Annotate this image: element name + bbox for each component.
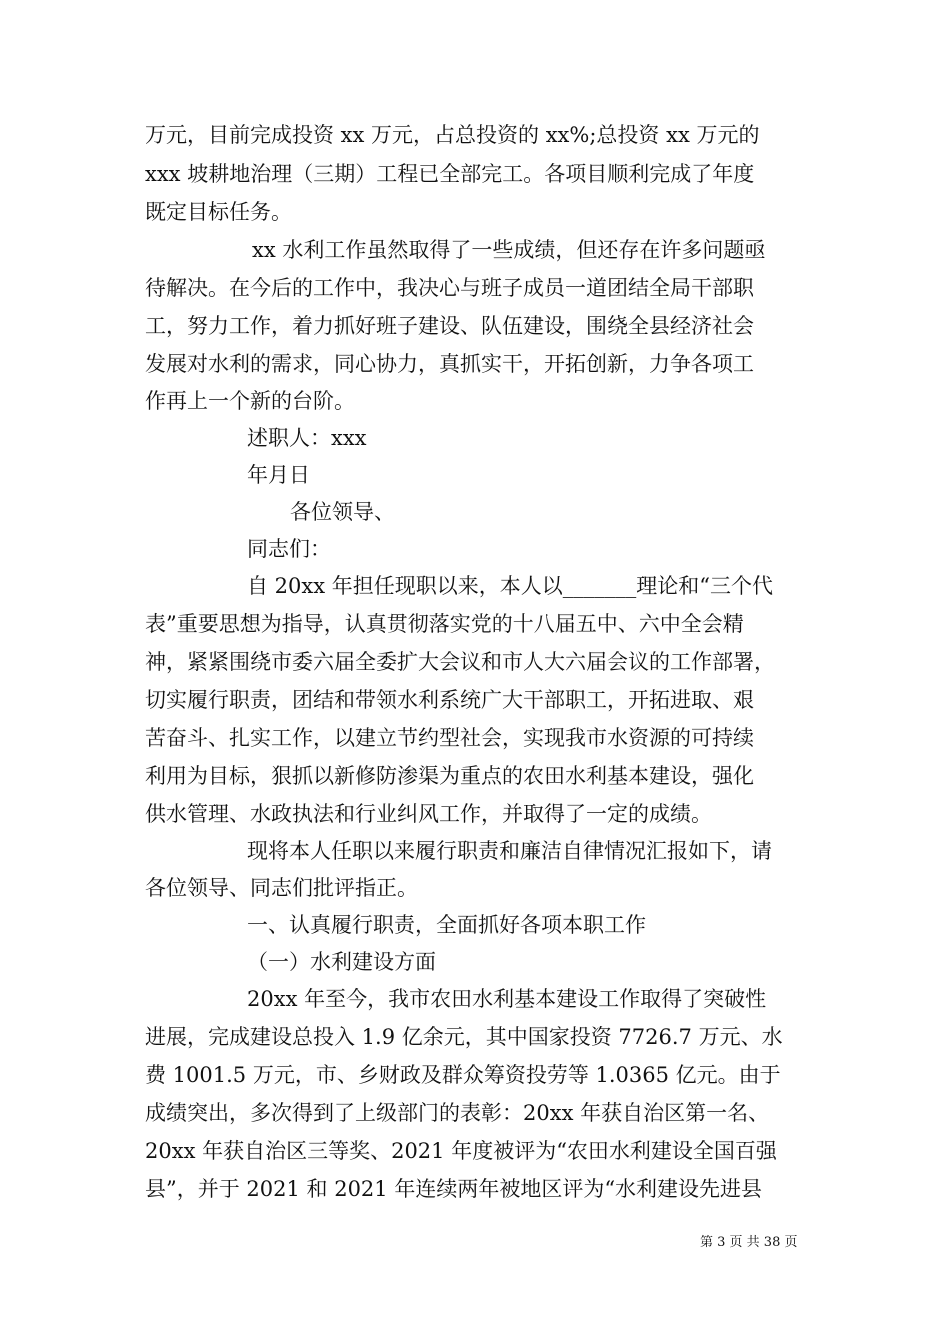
signature-line: 述职人：xxx xyxy=(247,426,367,450)
text-line: 利用为目标，狠抓以新修防渗渠为重点的农田水利基本建设，强化 xyxy=(145,764,754,788)
text-line: 苦奋斗、扎实工作，以建立节约型社会，实现我市水资源的可持续 xyxy=(145,726,754,750)
paragraph-start-line: 20xx 年至今，我市农田水利基本建设工作取得了突破性 xyxy=(247,987,767,1011)
text-line: xxx 坡耕地治理（三期）工程已全部完工。各项目顺利完成了年度 xyxy=(145,162,755,186)
text-line: 费 1001.5 万元，市、乡财政及群众筹资投劳等 1.0365 亿元。由于 xyxy=(145,1063,781,1087)
text-line: 成绩突出，多次得到了上级部门的表彰：20xx 年获自治区第一名、 xyxy=(145,1101,770,1125)
page-number: 第 3 页 共 38 页 xyxy=(700,1235,798,1250)
text-line: 20xx 年获自治区三等奖、2021 年度被评为“农田水利建设全国百强 xyxy=(145,1139,777,1163)
text-line: 作再上一个新的台阶。 xyxy=(145,389,355,413)
text-line: 神，紧紧围绕市委六届全委扩大会议和市人大六届会议的工作部署， xyxy=(145,650,775,674)
section-heading: 一、认真履行职责，全面抓好各项本职工作 xyxy=(247,913,646,937)
text-line: 待解决。在今后的工作中，我决心与班子成员一道团结全局干部职 xyxy=(145,276,754,300)
text-line: 发展对水利的需求，同心协力，真抓实干，开拓创新，力争各项工 xyxy=(145,352,754,376)
salutation-line: 同志们： xyxy=(247,537,331,561)
text-line: 切实履行职责，团结和带领水利系统广大干部职工，开拓进取、艰 xyxy=(145,688,754,712)
paragraph-start-line: 自 20xx 年担任现职以来，本人以_______理论和“三个代 xyxy=(247,574,773,598)
text-line: 工，努力工作，着力抓好班子建设、队伍建设，围绕全县经济社会 xyxy=(145,314,754,338)
text-line: 县”，并于 2021 和 2021 年连续两年被地区评为“水利建设先进县 xyxy=(145,1177,763,1201)
text-line: 各位领导、同志们批评指正。 xyxy=(145,876,418,900)
text-line: 万元，目前完成投资 xx 万元，占总投资的 xx%;总投资 xx 万元的 xyxy=(145,123,760,147)
paragraph-start-line: 现将本人任职以来履行职责和廉洁自律情况汇报如下，请 xyxy=(247,839,772,863)
salutation-line: 各位领导、 xyxy=(290,500,395,524)
text-line: 表”重要思想为指导，认真贯彻落实党的十八届五中、六中全会精 xyxy=(145,612,744,636)
text-line: 进展，完成建设总投入 1.9 亿余元，其中国家投资 7726.7 万元、水 xyxy=(145,1025,783,1049)
text-line: 供水管理、水政执法和行业纠风工作，并取得了一定的成绩。 xyxy=(145,802,712,826)
text-line: 既定目标任务。 xyxy=(145,200,292,224)
date-line: 年月日 xyxy=(247,463,310,487)
paragraph-start-line: xx 水利工作虽然取得了一些成绩，但还存在许多问题亟 xyxy=(252,238,766,262)
subsection-heading: （一）水利建设方面 xyxy=(247,950,436,974)
